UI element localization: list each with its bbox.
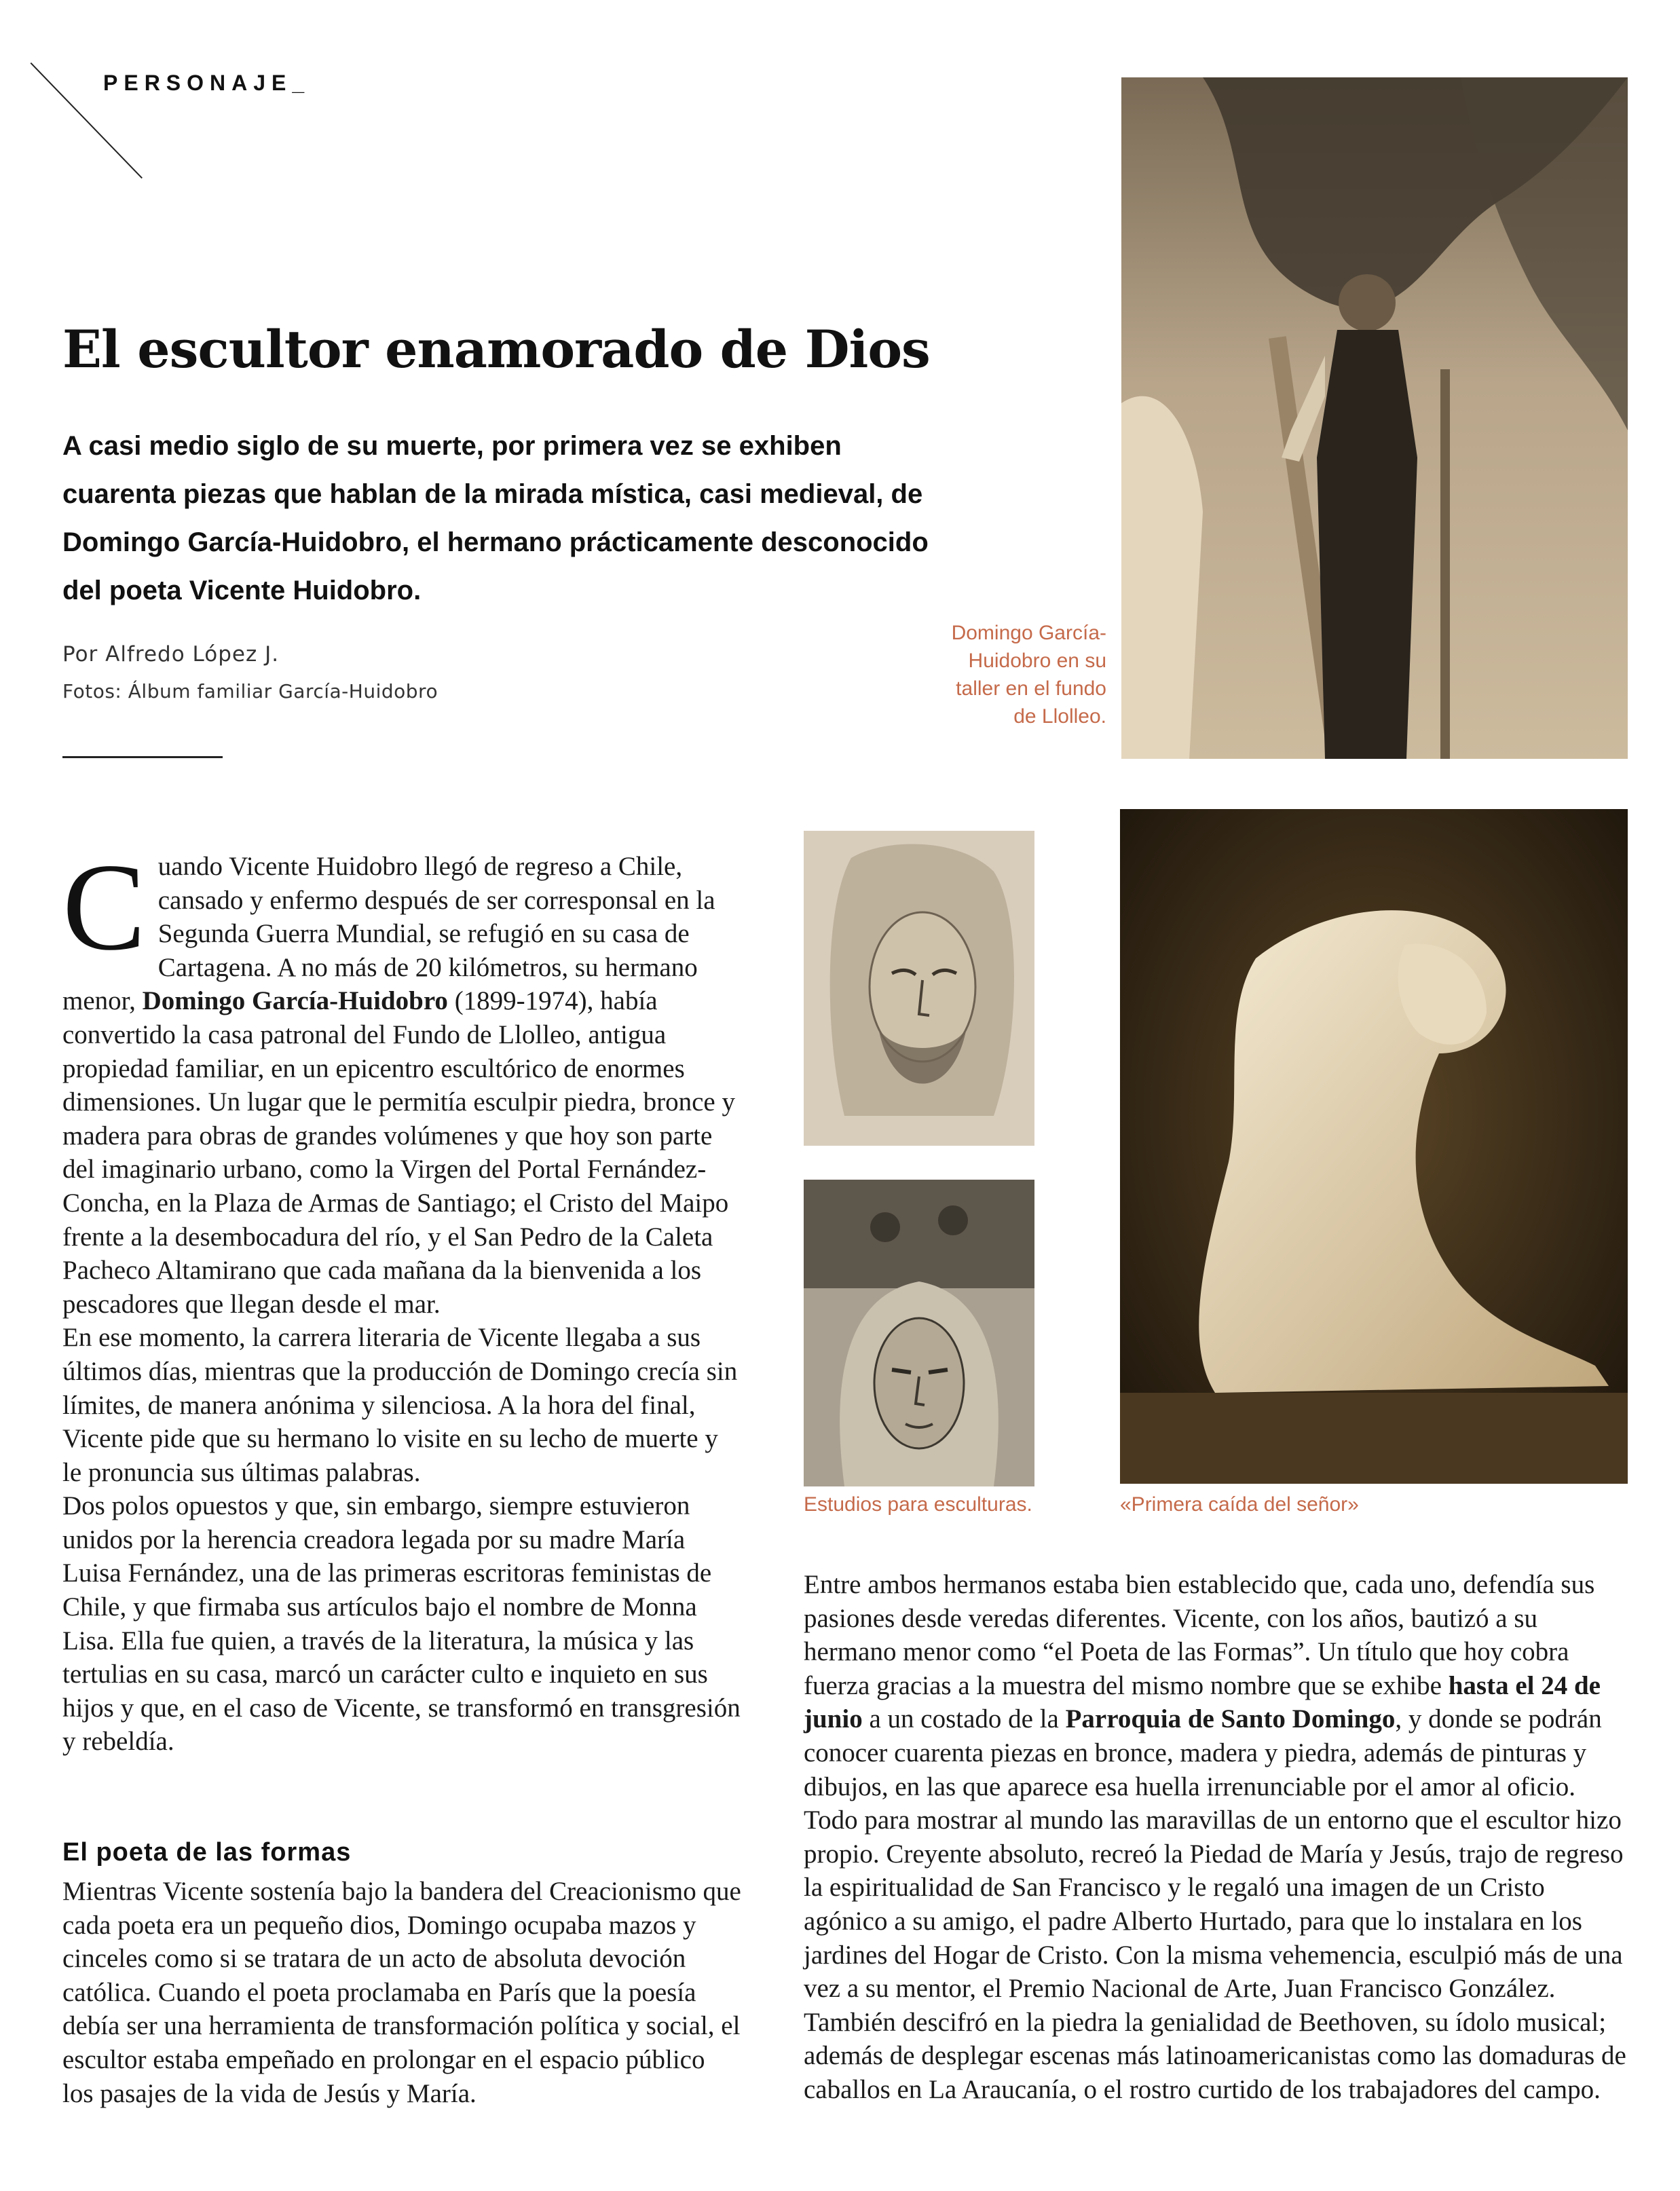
body-column-left	[62, 838, 741, 1759]
paragraph: Mientras Vicente sostenía bajo la bandera del Creacionismo que cada poeta era un pequeño dios, Domingo ocupaba mazos y cinceles como si se tratara de un acto de absoluta devoción católica. Cuando el poeta proclamaba en París que la poesía debía ser una herramienta de transformación política y social, el escultor estaba empeñado en prolongar en el espacio público los pasajes de la vida de Jesús y María.	[62, 1877, 741, 2108]
studies-caption: Estudios para esculturas.	[804, 1493, 1032, 1516]
article-dek: A casi medio siglo de su muerte, por primera vez se exhiben cuarenta piezas que hablan de la mirada mística, casi medieval, de Domingo García-Huidobro, el hermano prácticamente desconocido del poeta Vicente Huidobro.	[62, 431, 929, 605]
workshop-photo	[1121, 77, 1628, 759]
section-label: PERSONAJE_	[103, 71, 311, 95]
exhibit-date-bold: hasta el 24 de junio	[804, 1670, 1601, 1734]
subheading: El poeta de las formas	[62, 1838, 352, 1867]
author-byline: Por Alfredo López J.	[62, 642, 280, 667]
sculpture-caption: «Primera caída del señor»	[1120, 1493, 1359, 1516]
byline-divider	[62, 756, 223, 758]
paragraph: En ese momento, la carrera literaria de Vicente llegaba a sus últimos días, mientras que la producción de Domingo crecía sin límites, de manera anónima y silenciosa. A la hora del final, Vicente pide que su hermano lo visite en su lecho de muerte y le pronuncia sus últimas palabras.	[62, 1323, 738, 1487]
sketch-photo-bottom	[804, 1180, 1034, 1486]
body-column-right: Entre ambos hermanos estaba bien establecido que, cada uno, defendía sus pasiones desde veredas diferentes. Vicente, con los años, bautizó a su hermano menor como “el Poeta de las Formas”. Un título que hoy cobra fuerza gracias a la muestra del mismo nombre que se exhibe hasta el 24 de junio a un costado de la Parroquia de Santo Domingo, y donde se podrán conocer cuarenta piezas en bronce, madera y piedra, además de pinturas y dibujos, en las que aparece esa huella irrenunciable por el amor al oficio. Todo para mostrar al mundo las maravillas de un entorno que el escultor hizo propio. Creyente absoluto, recreó la Piedad de María y Jesús, trajo de regreso la espiritualidad de San Francisco y le regaló una imagen de un Cristo agónico a su amigo, el padre Alberto Hurtado, para que lo instalara en los jardines del Hogar de Cristo. Con la misma vehemencia, esculpió más de una vez a su mentor, el Premio Nacional de Arte, Juan Francisco González. También descifró en la piedra la genialidad de Beethoven, su ídolo musical; además de desplegar escenas más latinoamericanistas como las domaduras de caballos en La Araucanía, o el rostro curtido de los trabajadores del campo.	[804, 1570, 1626, 2104]
photos-credit: Fotos: Álbum familiar García-Huidobro	[62, 680, 438, 703]
workshop-caption: Domingo García-Huidobro en su taller en el fundo de Llolleo.	[951, 622, 1106, 728]
paragraph: Dos polos opuestos y que, sin embargo, siempre estuvieron unidos por la herencia creadora legada por su madre María Luisa Fernández, una de las primeras escritoras feministas de Chile, y que firmaba sus artículos bajo el nombre de Monna Lisa. Ella fue quien, a través de la literatura, la música y las tertulias en su casa, marcó un carácter culto e inquieto en sus hijos y que, en el caso de Vicente, se transformó en transgresión y rebeldía.	[62, 1491, 741, 1757]
paragraph-intro: Cuando Vicente Huidobro llegó de regreso a Chile, cansado y enfermo después de ser corresponsal en la Segunda Guerra Mundial, se refugió en su casa de Cartagena. A no más de 20 kilómetros, su hermano menor, Domingo García-Huidobro (1899-1974), había convertido la casa patronal del Fundo de Llolleo, antigua propiedad familiar, en un epicentro escultórico de enormes dimensiones. Un lugar que le permitía esculpir piedra, bronce y madera para obras de grandes volúmenes y que hoy son parte del imaginario urbano, como la Virgen del Portal Fernández-Concha, en la Plaza de Armas de Santiago; el Cristo del Maipo frente a la desembocadura del río, y el San Pedro de la Caleta Pacheco Altamirano que cada mañana da la bienvenida a los pescadores que llegan desde el mar.	[62, 838, 735, 1319]
sculptor-name-bold: Domingo García-Huidobro	[142, 986, 448, 1016]
article-title: El escultor enamorado de Dios	[62, 319, 930, 379]
drop-cap: C	[62, 838, 146, 976]
sketch-photo-top	[804, 831, 1034, 1146]
venue-bold: Parroquia de Santo Domingo	[1065, 1704, 1396, 1734]
sculpture-photo	[1120, 809, 1628, 1484]
